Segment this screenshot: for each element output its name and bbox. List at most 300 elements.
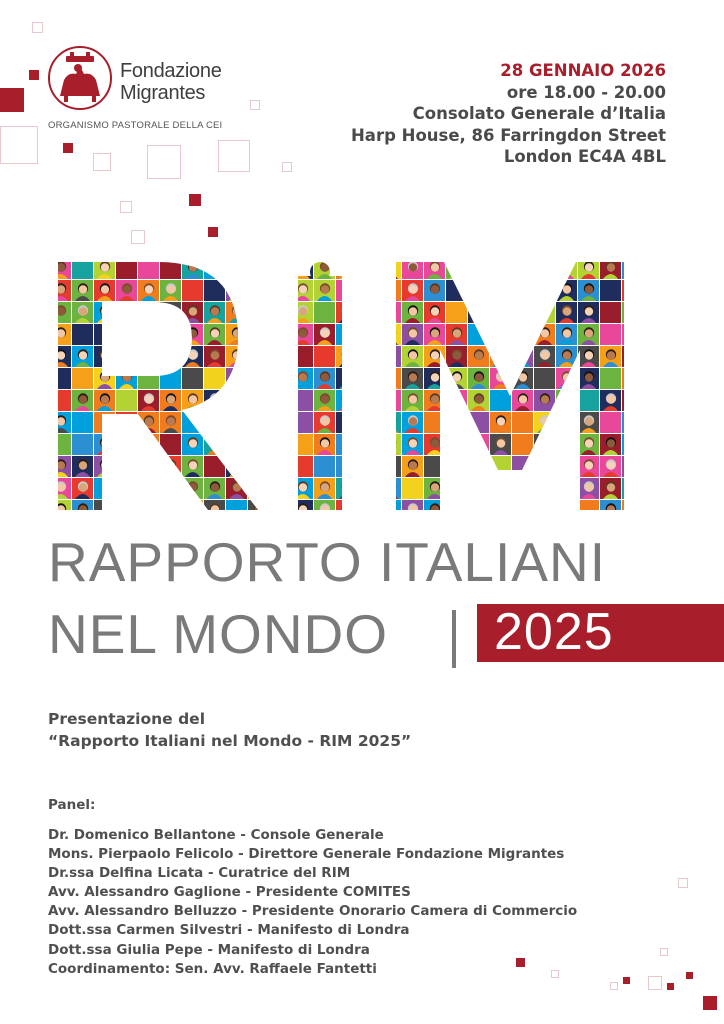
portrait-icon xyxy=(383,305,398,323)
portrait-icon xyxy=(361,283,376,301)
portrait-icon xyxy=(273,393,288,411)
portrait-icon xyxy=(625,283,640,301)
mosaic-tile xyxy=(556,500,577,514)
mosaic-tile xyxy=(446,478,467,499)
mosaic-tile xyxy=(644,280,665,301)
mosaic-tile xyxy=(666,368,668,389)
mosaic-tile xyxy=(336,390,357,411)
mosaic-tile xyxy=(116,346,137,367)
mosaic-tile xyxy=(490,500,511,514)
mosaic-tile xyxy=(468,302,489,323)
mosaic-tile xyxy=(138,368,159,389)
mosaic-tile xyxy=(556,478,577,499)
panel-member: Dott.ssa Carmen Silvestri - Manifesto di Londra xyxy=(48,922,410,939)
mosaic-tile xyxy=(270,302,291,323)
mosaic-tile xyxy=(512,456,533,477)
mosaic-tile xyxy=(512,280,533,301)
mosaic-tile xyxy=(248,258,269,279)
mosaic-tile xyxy=(270,500,291,514)
mosaic-tile xyxy=(468,412,489,433)
mosaic-tile xyxy=(358,258,379,279)
mosaic-tile xyxy=(182,412,203,433)
panel-member: Coordinamento: Sen. Avv. Raffaele Fantetti xyxy=(48,960,377,977)
mosaic-tile xyxy=(160,434,181,455)
mosaic-tile xyxy=(226,500,247,514)
mosaic-tile xyxy=(248,478,269,499)
mosaic-tile xyxy=(622,346,643,367)
portrait-icon xyxy=(559,503,574,514)
mosaic-tile xyxy=(622,456,643,477)
mosaic-tile xyxy=(512,434,533,455)
portrait-icon xyxy=(515,503,530,514)
panel-member: Dr. Domenico Bellantone - Console Generale xyxy=(48,827,384,843)
mosaic-tile xyxy=(644,500,665,514)
mosaic-tile xyxy=(622,500,643,514)
mosaic-tile xyxy=(358,412,379,433)
mosaic-tile xyxy=(600,412,621,433)
mosaic-tile xyxy=(160,500,181,514)
mosaic-tile xyxy=(270,456,291,477)
portrait-icon xyxy=(537,437,552,455)
mosaic-tile xyxy=(138,346,159,367)
mosaic-tile xyxy=(116,390,137,411)
portrait-icon xyxy=(229,393,244,411)
portrait-icon xyxy=(647,349,662,367)
mosaic-tile xyxy=(622,324,643,345)
mosaic-tile xyxy=(226,280,247,301)
mosaic-tile xyxy=(182,368,203,389)
mosaic-tile xyxy=(644,324,665,345)
portrait-icon xyxy=(383,327,398,345)
portrait-icon xyxy=(383,283,398,301)
mosaic-tile xyxy=(622,280,643,301)
portrait-icon xyxy=(647,481,662,499)
portrait-icon xyxy=(383,261,398,279)
mosaic-tile xyxy=(358,302,379,323)
mosaic-tile xyxy=(94,500,115,514)
mosaic-tile xyxy=(270,434,291,455)
portrait-icon xyxy=(493,327,508,345)
portrait-icon xyxy=(625,481,640,499)
mosaic-tile xyxy=(248,302,269,323)
portrait-icon xyxy=(493,261,508,279)
portrait-icon xyxy=(229,283,244,301)
portrait-icon xyxy=(625,415,640,433)
mosaic-tile xyxy=(622,390,643,411)
portrait-icon xyxy=(559,459,574,477)
mosaic-tile xyxy=(644,258,665,279)
portrait-icon xyxy=(273,481,288,499)
mosaic-tile xyxy=(138,434,159,455)
mosaic-tile xyxy=(534,280,555,301)
portrait-icon xyxy=(119,327,134,345)
mosaic-tile xyxy=(600,368,621,389)
portrait-icon xyxy=(141,437,156,455)
mosaic-tile xyxy=(138,500,159,514)
mosaic-tile xyxy=(556,368,577,389)
mosaic-tile xyxy=(248,324,269,345)
mosaic-tile xyxy=(160,478,181,499)
mosaic-tile xyxy=(314,456,335,477)
mosaic-tile xyxy=(248,346,269,367)
portrait-icon xyxy=(537,261,552,279)
mosaic-tile xyxy=(380,302,401,323)
mosaic-tile xyxy=(358,280,379,301)
portrait-icon xyxy=(383,415,398,433)
mosaic-tile xyxy=(578,390,599,411)
mosaic-tile xyxy=(490,390,511,411)
mosaic-tile xyxy=(292,258,313,279)
portrait-icon xyxy=(625,371,640,389)
mosaic-tile xyxy=(556,456,577,477)
mosaic-tile xyxy=(270,412,291,433)
mosaic-tile xyxy=(204,390,225,411)
mosaic-tile xyxy=(512,412,533,433)
portrait-icon xyxy=(559,261,574,279)
mosaic-tile xyxy=(160,346,181,367)
portrait-icon xyxy=(163,349,178,367)
portrait-icon xyxy=(515,349,530,367)
fondazione-migrantes-logo xyxy=(46,44,114,112)
portrait-icon xyxy=(229,459,244,477)
mosaic-tile xyxy=(534,368,555,389)
panel-member: Dott.ssa Giulia Pepe - Manifesto di Londra xyxy=(48,941,370,958)
mosaic-tile xyxy=(116,456,137,477)
mosaic-tile xyxy=(446,302,467,323)
mosaic-tile xyxy=(248,434,269,455)
mosaic-tile xyxy=(468,500,489,514)
portrait-icon xyxy=(163,305,178,323)
mosaic-tile xyxy=(644,390,665,411)
mosaic-tile xyxy=(138,258,159,279)
portrait-icon xyxy=(251,481,266,499)
mosaic-tile xyxy=(160,368,181,389)
portrait-icon xyxy=(449,415,464,433)
mosaic-tile xyxy=(578,500,599,514)
portrait-icon xyxy=(361,393,376,411)
panel-member: Avv. Alessandro Gaglione - Presidente COMITES xyxy=(48,884,411,901)
event-details xyxy=(351,60,666,168)
mosaic-tile xyxy=(204,280,225,301)
mosaic-tile xyxy=(336,456,357,477)
mosaic-tile xyxy=(116,302,137,323)
mosaic-tile xyxy=(600,302,621,323)
mosaic-tile xyxy=(358,478,379,499)
mosaic-tile xyxy=(468,456,489,477)
portrait-icon xyxy=(119,481,134,499)
portrait-icon xyxy=(471,503,486,514)
mosaic-tile xyxy=(380,500,401,514)
portrait-icon xyxy=(141,327,156,345)
mosaic-tile xyxy=(336,478,357,499)
panel-member: Mons. Pierpaolo Felicolo - Direttore Generale Fondazione Migrantes xyxy=(48,846,565,863)
portrait-icon xyxy=(361,371,376,389)
mosaic-tile xyxy=(270,368,291,389)
portrait-icon xyxy=(493,481,508,499)
portrait-icon xyxy=(361,305,376,323)
portrait-icon xyxy=(361,327,376,345)
mosaic-tile xyxy=(336,500,357,514)
portrait-icon xyxy=(449,393,464,411)
mosaic-tile xyxy=(138,478,159,499)
mosaic-tile xyxy=(622,302,643,323)
portrait-icon xyxy=(625,459,640,477)
mosaic-tile xyxy=(512,346,533,367)
mosaic-tile xyxy=(490,324,511,345)
mosaic-tile xyxy=(270,390,291,411)
report-title-line-1: RAPPORTO ITALIANI xyxy=(48,531,606,593)
mosaic-tile xyxy=(204,434,225,455)
portrait-icon xyxy=(449,481,464,499)
portrait-icon xyxy=(141,503,156,514)
portrait-icon xyxy=(383,437,398,455)
mosaic-tile xyxy=(72,258,93,279)
presentation-text xyxy=(48,708,411,752)
portrait-icon xyxy=(295,261,310,279)
portrait-icon xyxy=(141,349,156,367)
portrait-icon xyxy=(647,415,662,433)
mosaic-tile xyxy=(292,434,313,455)
portrait-icon xyxy=(273,305,288,323)
portrait-icon xyxy=(471,261,486,279)
mosaic-tile xyxy=(292,390,313,411)
mosaic-tile xyxy=(204,412,225,433)
portrait-icon xyxy=(207,415,222,433)
mosaic-tile xyxy=(446,500,467,514)
mosaic-tile xyxy=(94,478,115,499)
mosaic-tile xyxy=(556,390,577,411)
mosaic-tile xyxy=(666,456,668,477)
portrait-icon xyxy=(471,305,486,323)
portrait-icon xyxy=(163,481,178,499)
mosaic-tile xyxy=(380,346,401,367)
mosaic-tile xyxy=(248,412,269,433)
mosaic-tile xyxy=(94,324,115,345)
mosaic-tile xyxy=(358,500,379,514)
mosaic-tile xyxy=(336,280,357,301)
rim-mosaic-logo xyxy=(50,258,668,514)
portrait-icon xyxy=(229,415,244,433)
mosaic-tile xyxy=(534,456,555,477)
mosaic-tile xyxy=(336,258,357,279)
mosaic-tile xyxy=(446,434,467,455)
mosaic-tile xyxy=(116,434,137,455)
mosaic-tile xyxy=(666,434,668,455)
presentation-line-2: “Rapporto Italiani nel Mondo - RIM 2025” xyxy=(48,732,412,750)
mosaic-tile xyxy=(556,258,577,279)
portrait-icon xyxy=(361,481,376,499)
portrait-icon xyxy=(647,459,662,477)
portrait-icon xyxy=(471,459,486,477)
mosaic-tile xyxy=(182,280,203,301)
mosaic-tile xyxy=(666,302,668,323)
event-city: London EC4A 4BL xyxy=(503,147,666,166)
mosaic-tile xyxy=(666,280,668,301)
portrait-icon xyxy=(273,503,288,514)
mosaic-tile xyxy=(358,324,379,345)
mosaic-tile xyxy=(226,258,247,279)
portrait-icon xyxy=(449,503,464,514)
mosaic-tile xyxy=(270,324,291,345)
mosaic-tile xyxy=(490,346,511,367)
mosaic-tile xyxy=(622,412,643,433)
mosaic-tile xyxy=(446,280,467,301)
mosaic-tile xyxy=(644,478,665,499)
mosaic-tile xyxy=(182,500,203,514)
portrait-icon xyxy=(361,349,376,367)
brand-name xyxy=(120,60,222,104)
portrait-icon xyxy=(493,503,508,514)
mosaic-tile xyxy=(94,302,115,323)
mosaic-tile xyxy=(380,478,401,499)
mosaic-tile xyxy=(512,478,533,499)
mosaic-tile xyxy=(336,412,357,433)
mosaic-tile xyxy=(94,346,115,367)
mosaic-tile xyxy=(380,368,401,389)
portrait-icon xyxy=(515,261,530,279)
mosaic-tile xyxy=(446,390,467,411)
mosaic-tile xyxy=(512,324,533,345)
mosaic-tile xyxy=(292,456,313,477)
mosaic-tile xyxy=(358,456,379,477)
mosaic-tile xyxy=(424,456,445,477)
portrait-icon xyxy=(119,305,134,323)
panel-member: Dr.ssa Delfina Licata - Curatrice del RIM xyxy=(48,865,351,882)
event-date: 28 GENNAIO 2026 xyxy=(500,61,666,80)
panel-member: Avv. Alessandro Belluzzo - Presidente Onorario Camera di Commercio xyxy=(48,903,578,920)
mosaic-tile xyxy=(138,324,159,345)
mosaic-tile xyxy=(512,258,533,279)
mosaic-tile xyxy=(270,280,291,301)
mosaic-tile xyxy=(666,346,668,367)
mosaic-tile xyxy=(468,434,489,455)
portrait-icon xyxy=(647,327,662,345)
mosaic-tile xyxy=(446,258,467,279)
portrait-icon xyxy=(515,283,530,301)
mosaic-tile xyxy=(490,302,511,323)
portrait-icon xyxy=(559,393,574,411)
mosaic-tile xyxy=(490,280,511,301)
portrait-icon xyxy=(471,481,486,499)
portrait-icon xyxy=(647,283,662,301)
portrait-icon xyxy=(119,349,134,367)
mosaic-tile xyxy=(512,302,533,323)
portrait-icon xyxy=(361,437,376,455)
mosaic-tile xyxy=(534,302,555,323)
mosaic-tile xyxy=(380,258,401,279)
panel-list xyxy=(48,826,577,979)
mosaic-tile xyxy=(94,456,115,477)
portrait-icon xyxy=(383,371,398,389)
mosaic-tile xyxy=(358,434,379,455)
mosaic-tile xyxy=(512,500,533,514)
mosaic-tile xyxy=(666,500,668,514)
portrait-icon xyxy=(251,261,266,279)
mosaic-tile xyxy=(248,280,269,301)
mosaic-tile xyxy=(380,434,401,455)
mosaic-tile xyxy=(380,456,401,477)
mosaic-tile xyxy=(490,456,511,477)
mosaic-tile xyxy=(666,390,668,411)
mosaic-tile xyxy=(358,346,379,367)
mosaic-tile xyxy=(622,434,643,455)
mosaic-tile xyxy=(380,280,401,301)
title-separator xyxy=(452,610,456,668)
portrait-icon xyxy=(537,459,552,477)
mosaic-tile xyxy=(534,478,555,499)
mosaic-tile xyxy=(402,478,423,499)
mosaic-tile xyxy=(248,500,269,514)
portrait-icon xyxy=(251,349,266,367)
mosaic-tile xyxy=(622,258,643,279)
mosaic-tile xyxy=(50,368,71,389)
brand-name-line-1: Fondazione xyxy=(120,60,222,82)
portrait-icon xyxy=(251,393,266,411)
mosaic-tile xyxy=(160,324,181,345)
portrait-icon xyxy=(647,503,662,514)
mosaic-tile xyxy=(644,368,665,389)
mosaic-tile xyxy=(424,412,445,433)
mosaic-tile xyxy=(160,258,181,279)
mosaic-tile xyxy=(50,390,71,411)
mosaic-tile xyxy=(138,302,159,323)
mosaic-tile xyxy=(380,390,401,411)
portrait-icon xyxy=(273,371,288,389)
mosaic-tile xyxy=(556,434,577,455)
mosaic-tile xyxy=(446,456,467,477)
mosaic-tile xyxy=(666,412,668,433)
event-address: Harp House, 86 Farringdon Street xyxy=(351,125,666,145)
mosaic-tile xyxy=(248,368,269,389)
portrait-icon xyxy=(251,283,266,301)
mosaic-tile xyxy=(468,258,489,279)
mosaic-tile xyxy=(644,456,665,477)
portrait-icon xyxy=(273,327,288,345)
mosaic-tile xyxy=(72,368,93,389)
mosaic-tile xyxy=(94,412,115,433)
mosaic-tile xyxy=(314,302,335,323)
mosaic-tile xyxy=(358,368,379,389)
mosaic-tile xyxy=(226,412,247,433)
mosaic-tile xyxy=(644,302,665,323)
mosaic-tile xyxy=(226,368,247,389)
portrait-icon xyxy=(229,371,244,389)
mosaic-tile xyxy=(160,456,181,477)
mosaic-tile xyxy=(534,500,555,514)
event-time: ore 18.00 - 20.00 xyxy=(506,82,666,102)
portrait-icon xyxy=(383,503,398,514)
mosaic-tile xyxy=(160,302,181,323)
mosaic-tile xyxy=(270,258,291,279)
mosaic-tile xyxy=(116,478,137,499)
mosaic-tile xyxy=(446,412,467,433)
mosaic-tile xyxy=(380,324,401,345)
portrait-icon xyxy=(185,503,200,514)
mosaic-tile xyxy=(336,346,357,367)
mosaic-tile xyxy=(468,478,489,499)
brand-tagline: ORGANISMO PASTORALE DELLA CEI xyxy=(48,120,223,131)
mosaic-tile xyxy=(666,324,668,345)
portrait-icon xyxy=(493,349,508,367)
mosaic-tile xyxy=(116,412,137,433)
portrait-icon xyxy=(361,415,376,433)
report-year: 2025 xyxy=(494,603,614,661)
mosaic-tile xyxy=(336,302,357,323)
portrait-icon xyxy=(647,393,662,411)
presentation-line-1: Presentazione del xyxy=(48,710,206,728)
mosaic-tile xyxy=(490,258,511,279)
mosaic-tile xyxy=(292,346,313,367)
